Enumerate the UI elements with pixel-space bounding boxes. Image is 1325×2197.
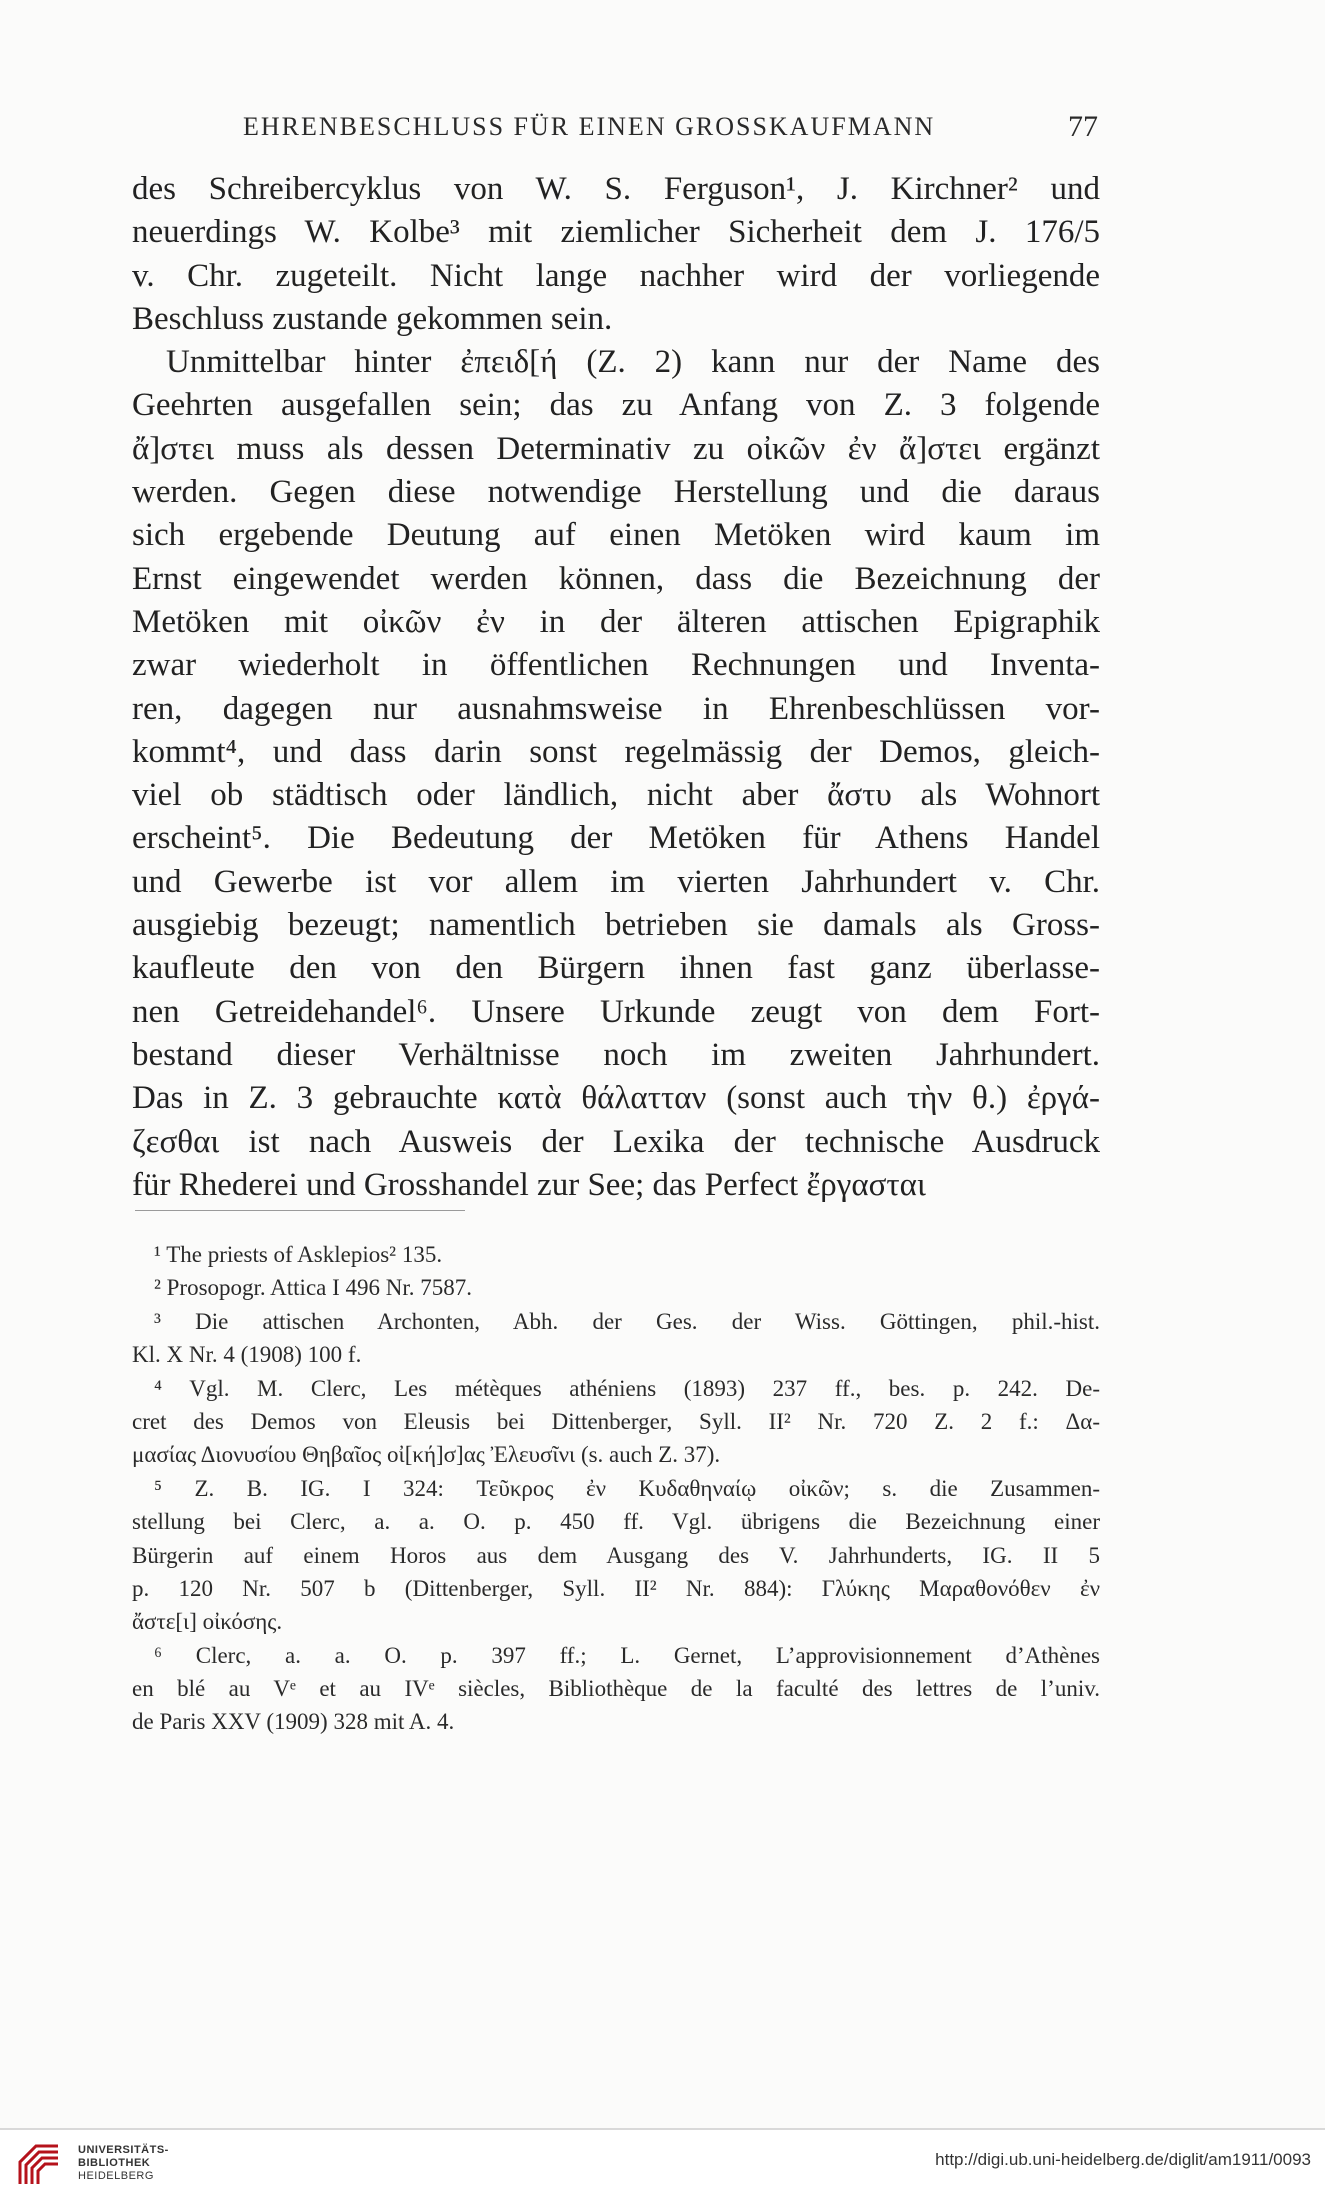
footnote-line: ³ Die attischen Archonten, Abh. der Ges. der Wiss. Göttingen, phil.-hist. [154,1308,1100,1334]
text-line: Ernst eingewendet werden können, dass die Bezeichnung der [132,560,1100,597]
text-line: sich ergebende Deutung auf einen Metöken wird kaum im [132,517,1100,554]
library-logo-icon [14,2140,64,2188]
text-line: v. Chr. zugeteilt. Nicht lange nachher wird der vorliegende [132,257,1100,294]
library-name: UNIVERSITÄTS- BIBLIOTHEK HEIDELBERG [78,2144,169,2182]
text-line: ren, dagegen nur ausnahmsweise in Ehrenbeschlüssen vor- [132,690,1100,727]
footnote-line: ² Prosopogr. Attica I 496 Nr. 7587. [154,1275,473,1301]
text-line: Beschluss zustande gekommen sein. [132,300,613,337]
footnote-line: stellung bei Clerc, a. a. O. p. 450 ff. Vgl. übrigens die Bezeichnung einer [132,1509,1100,1535]
footnote-line: ⁵ Z. B. IG. I 324: Τεῦκρος ἐν Κυδαθηναίῳ οἰκῶν; s. die Zusammen- [154,1475,1100,1501]
text-line: viel ob städtisch oder ländlich, nicht aber ἄστυ als Wohnort [132,777,1100,814]
running-title: EHRENBESCHLUSS FÜR EINEN GROSSKAUFMANN [243,112,936,141]
text-line: ζεσθαι ist nach Ausweis der Lexika der technische Ausdruck [132,1123,1100,1160]
text-line: für Rhederei und Grosshandel zur See; das Perfect ἔργασται [132,1166,926,1203]
footnote-line: Bürgerin auf einem Horos aus dem Ausgang des V. Jahrhunderts, IG. II 5 [132,1542,1100,1568]
text-line: Geehrten ausgefallen sein; das zu Anfang von Z. 3 folgende [132,387,1100,424]
running-header [138,110,1098,150]
footnote-line: ⁶ Clerc, a. a. O. p. 397 ff.; L. Gernet, L’approvisionnement d’Athènes [154,1642,1100,1668]
footnote-divider [135,1210,465,1211]
footnote-line: μασίας Διονυσίου Θηβαῖος οἰ[κή]σ]ας Ἐλευσῖνι (s. auch Z. 37). [132,1442,721,1468]
source-url-link[interactable]: http://digi.ub.uni-heidelberg.de/diglit/am1911/0093 [935,2150,1311,2169]
text-line: kaufleute den von den Bürgern ihnen fast ganz überlasse- [132,950,1100,987]
footnote-line: ἄστε[ι] οἰκόσης. [132,1609,283,1635]
page-number: 77 [1068,110,1098,143]
footnote-line: ¹ The priests of Asklepios² 135. [154,1242,443,1267]
text-line: werden. Gegen diese notwendige Herstellung und die daraus [132,474,1100,511]
text-line: ἄ]στει muss als dessen Determinativ zu οἰκῶν ἐν ἄ]στει ergänzt [132,430,1100,467]
footnote-line: de Paris XXV (1909) 328 mit A. 4. [132,1709,455,1735]
footnote-line: en blé au Vᵉ et au IVᵉ siècles, Bibliothèque de la faculté des lettres de l’univ. [132,1676,1100,1702]
text-line: zwar wiederholt in öffentlichen Rechnungen und Inventa- [132,647,1100,684]
footnote-line: Kl. X Nr. 4 (1908) 100 f. [132,1342,362,1368]
text-line: ausgiebig bezeugt; namentlich betrieben sie damals als Gross- [132,907,1100,944]
text-line: und Gewerbe ist vor allem im vierten Jahrhundert v. Chr. [132,863,1100,900]
library-footer [0,2128,1325,2197]
footnote-line: cret des Demos von Eleusis bei Dittenberger, Syll. II² Nr. 720 Z. 2 f.: Δα- [132,1408,1100,1434]
main-text [132,168,1100,1207]
footnote-line: ⁴ Vgl. M. Clerc, Les métèques athéniens (1893) 237 ff., bes. p. 242. De- [154,1375,1100,1401]
footnote-line: p. 120 Nr. 507 b (Dittenberger, Syll. II² Nr. 884): Γλύκης Μαραθονόθεν ἐν [132,1575,1100,1601]
footnotes [132,1238,1100,1739]
text-line: erscheint⁵. Die Bedeutung der Metöken für Athens Handel [132,820,1100,857]
text-line: Das in Z. 3 gebrauchte κατὰ θάλατταν (sonst auch τὴν θ.) ἐργά- [132,1080,1100,1117]
text-line: kommt⁴, und dass darin sonst regelmässig der Demos, gleich- [132,733,1100,770]
text-line: des Schreibercyklus von W. S. Ferguson¹, J. Kirchner² und [132,171,1100,207]
text-line: Metöken mit οἰκῶν ἐν in der älteren attischen Epigraphik [132,603,1100,640]
text-line: nen Getreidehandel⁶. Unsere Urkunde zeugt von dem Fort- [132,993,1100,1030]
text-line: Unmittelbar hinter ἐπειδ[ή (Z. 2) kann nur der Name des [166,344,1100,381]
text-line: bestand dieser Verhältnisse noch im zweiten Jahrhundert. [132,1036,1100,1073]
text-line: neuerdings W. Kolbe³ mit ziemlicher Sicherheit dem J. 176/5 [132,214,1100,251]
